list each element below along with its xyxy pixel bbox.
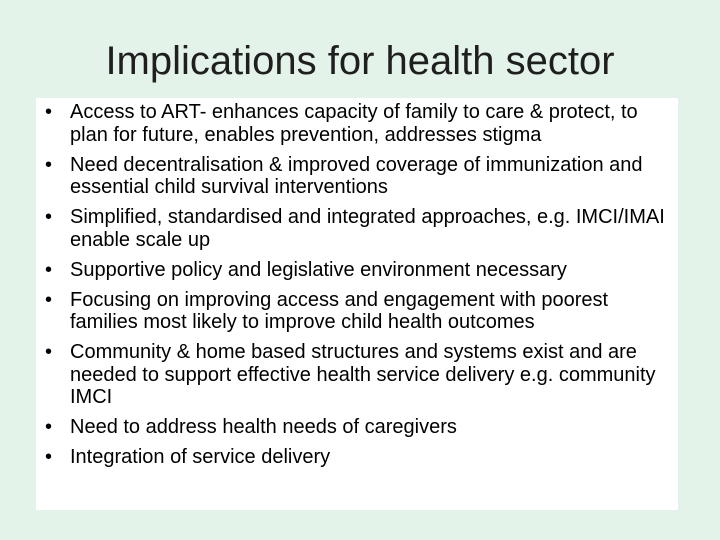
content-box <box>36 98 678 510</box>
bullet-marker: • <box>45 206 53 229</box>
bullet-marker: • <box>45 153 53 176</box>
bullet-item <box>36 154 678 199</box>
bullet-text: Supportive policy and legislative environment necessary <box>70 258 567 281</box>
bullet-marker: • <box>45 258 53 281</box>
bullet-text: Focusing on improving access and engagement with poorest families most likely to improve child health outcomes <box>70 288 609 334</box>
bullet-marker: • <box>45 288 53 311</box>
bullet-marker: • <box>45 416 53 439</box>
bullet-marker: • <box>45 101 53 123</box>
bullet-text: Simplified, standardised and integrated approaches, e.g. IMCI/IMAI enable scale up <box>70 206 665 251</box>
bullet-item <box>36 101 678 146</box>
bullet-item <box>36 289 678 334</box>
bullet-item <box>36 341 678 409</box>
bullet-text: Need decentralisation & improved coverage of immunization and essential child survival interventions <box>70 153 643 199</box>
slide-title: Implications for health sector <box>105 39 615 83</box>
bullet-text: Community & home based structures and systems exist and are needed to support effective health service delivery e.g. community IMCI <box>70 341 656 409</box>
bullet-list <box>36 101 678 476</box>
bullet-text: Access to ART- enhances capacity of family to care & protect, to plan for future, enables prevention, addresses stigma <box>70 101 638 146</box>
bullet-item <box>36 446 678 469</box>
bullet-marker: • <box>45 446 53 469</box>
bullet-item <box>36 206 678 251</box>
bullet-item <box>36 416 678 439</box>
bullet-item <box>36 259 678 282</box>
bullet-text: Integration of service delivery <box>70 446 331 469</box>
bullet-text: Need to address health needs of caregivers <box>70 416 457 439</box>
bullet-marker: • <box>45 341 53 364</box>
